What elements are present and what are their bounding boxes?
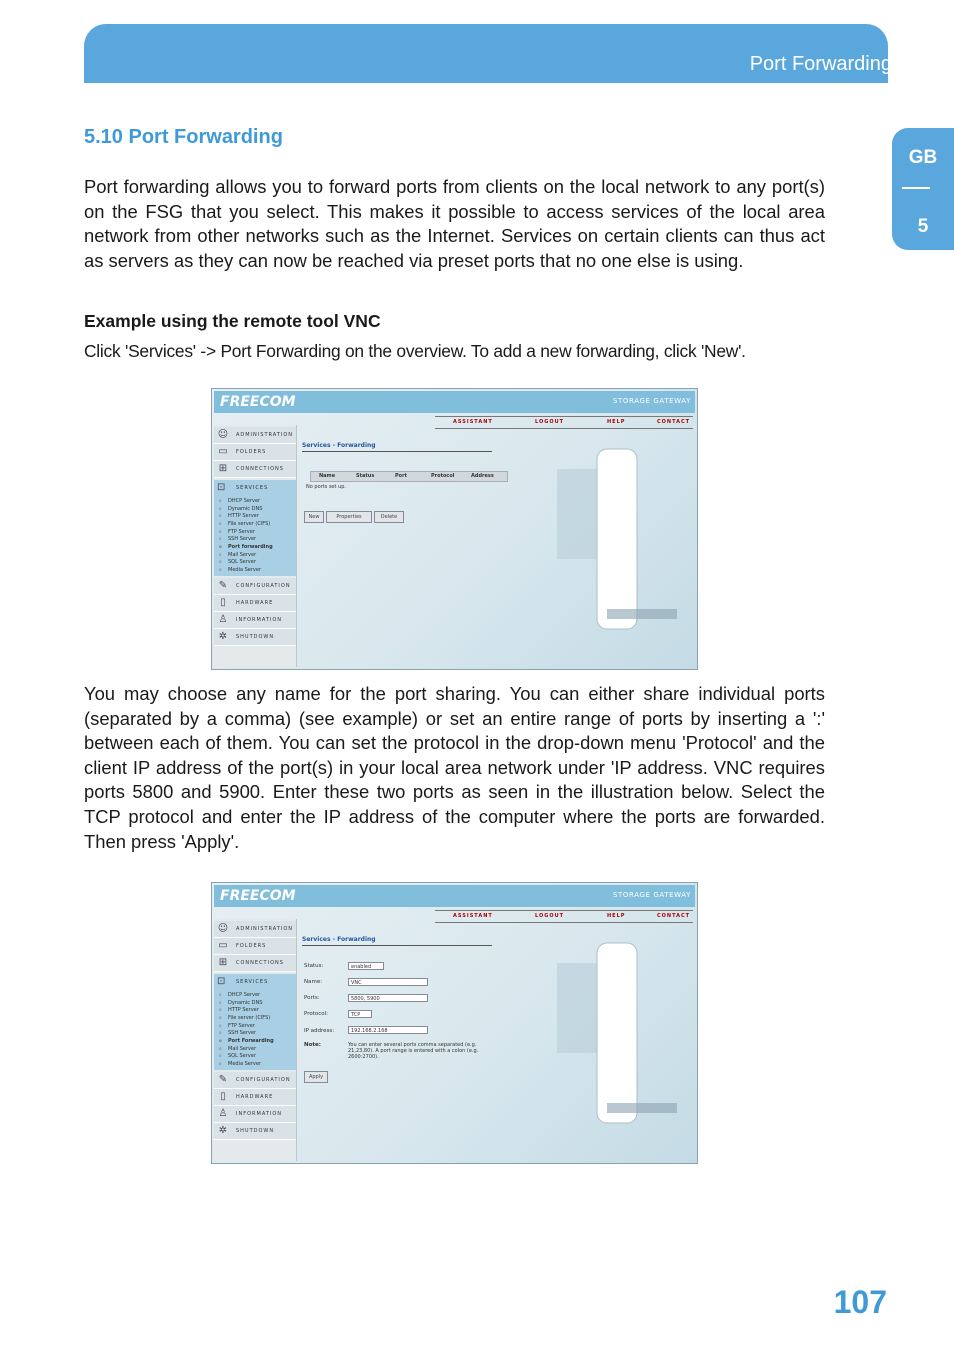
submenu-cifs[interactable]: o File server (CIFS) bbox=[228, 1015, 270, 1021]
nav-assistant[interactable]: ASSISTANT bbox=[453, 913, 493, 919]
menu-configuration[interactable]: ✎ CONFIGURATION bbox=[214, 1072, 296, 1089]
breadcrumb: Services - Forwarding bbox=[302, 936, 376, 943]
note-label: Note: bbox=[304, 1042, 321, 1048]
col-name: Name bbox=[319, 473, 336, 479]
wrench-icon: ✎ bbox=[218, 1074, 228, 1085]
product-name: STORAGE GATEWAY bbox=[613, 891, 691, 899]
ip-label: IP address: bbox=[304, 1028, 335, 1034]
status-select[interactable]: enabled bbox=[348, 962, 384, 970]
submenu-mail[interactable]: o Mail Server bbox=[228, 552, 256, 558]
submenu-media[interactable]: o Media Server bbox=[228, 1061, 261, 1067]
chapter-tab bbox=[892, 128, 954, 250]
details-paragraph: You may choose any name for the port sharing. You can either share individual ports (separated by a comma) (see example) or set an entire range of ports by inserting a ':' between each of them. You can set the protocol in the drop-down menu 'Protocol' and the client IP address of the port(s) in your local area network under 'IP address. VNC requires ports 5800 and 5900. Enter these two ports as seen in the illustration below. Select the TCP protocol and enter the IP address of the computer where the ports are forwarded. Then press 'Apply'. bbox=[84, 683, 825, 852]
services-icon: ⊡ bbox=[217, 976, 226, 987]
tab-divider bbox=[902, 187, 930, 189]
menu-connections[interactable]: ⊞ CONNECTIONS bbox=[214, 461, 296, 478]
empty-message: No ports set up. bbox=[306, 484, 346, 490]
protocol-label: Protocol: bbox=[304, 1011, 329, 1017]
services-icon: ⊡ bbox=[217, 482, 226, 493]
menu-administration[interactable]: ☺ ADMINISTRATION bbox=[214, 427, 296, 444]
shutdown-icon: ✲ bbox=[218, 631, 228, 642]
breadcrumb-rule bbox=[302, 945, 492, 946]
ip-input[interactable]: 192.168.2.168 bbox=[348, 1026, 428, 1034]
app-nav bbox=[435, 910, 693, 923]
freecom-logo: FREECOM bbox=[220, 888, 296, 904]
folder-icon: ▭ bbox=[218, 446, 228, 457]
submenu-port-forwarding[interactable]: o Port Forwarding bbox=[228, 1038, 274, 1044]
menu-folders[interactable]: ▭ FOLDERS bbox=[214, 938, 296, 955]
wrench-icon: ✎ bbox=[218, 580, 228, 591]
people-icon: ☺ bbox=[217, 429, 229, 440]
device-illustration bbox=[537, 429, 687, 639]
new-button[interactable]: New bbox=[304, 511, 324, 523]
language-label: GB bbox=[908, 147, 938, 168]
ports-label: Ports: bbox=[304, 995, 320, 1001]
submenu-ddns[interactable]: o Dynamic DNS bbox=[228, 506, 262, 512]
app-topbar bbox=[214, 391, 695, 413]
info-icon: ♙ bbox=[218, 614, 228, 625]
menu-information[interactable]: ♙ INFORMATION bbox=[214, 1106, 296, 1123]
apply-button[interactable]: Apply bbox=[304, 1071, 328, 1083]
product-name: STORAGE GATEWAY bbox=[613, 397, 691, 405]
network-icon: ⊞ bbox=[218, 957, 228, 968]
status-label: Status: bbox=[304, 963, 324, 969]
nav-contact[interactable]: CONTACT bbox=[657, 419, 691, 425]
breadcrumb-rule bbox=[302, 451, 492, 452]
menu-services[interactable]: ⊡ SERVICES o DHCP Server o Dynamic DNS o HTTP Server o File server (CIFS) o FTP Server o SSH Server o Port Forwarding o Mail Server o SQL Server o Media Server bbox=[214, 974, 296, 1070]
device-illustration bbox=[537, 923, 687, 1133]
info-icon: ♙ bbox=[218, 1108, 228, 1119]
menu-configuration[interactable]: ✎ CONFIGURATION bbox=[214, 578, 296, 595]
col-address: Address bbox=[471, 473, 494, 479]
col-status: Status bbox=[356, 473, 375, 479]
submenu-http[interactable]: o HTTP Server bbox=[228, 1007, 259, 1013]
delete-button[interactable]: Delete bbox=[374, 511, 404, 523]
screenshot-forwarding-form bbox=[211, 882, 698, 1164]
app-topbar bbox=[214, 885, 695, 907]
submenu-cifs[interactable]: o File server (CIFS) bbox=[228, 521, 270, 527]
section-title: 5.10 Port Forwarding bbox=[84, 126, 283, 148]
submenu-media[interactable]: o Media Server bbox=[228, 567, 261, 573]
submenu-mail[interactable]: o Mail Server bbox=[228, 1046, 256, 1052]
menu-administration[interactable]: ☺ ADMINISTRATION bbox=[214, 921, 296, 938]
submenu-sql[interactable]: o SQL Server bbox=[228, 1053, 256, 1059]
menu-folders[interactable]: ▭ FOLDERS bbox=[214, 444, 296, 461]
example-heading: Example using the remote tool VNC bbox=[84, 311, 381, 331]
page-number: 107 bbox=[833, 1284, 887, 1320]
example-instructions: Click 'Services' -> Port Forwarding on the overview. To add a new forwarding, click 'New'. bbox=[84, 341, 746, 361]
nav-contact[interactable]: CONTACT bbox=[657, 913, 691, 919]
name-label: Name: bbox=[304, 979, 323, 985]
note-text: You can enter several ports comma separated (e.g. 21,23,80). A port range is entered with a colon (e.g. 2600:2700). bbox=[348, 1042, 479, 1060]
name-input[interactable]: VNC bbox=[348, 978, 428, 986]
submenu-ddns[interactable]: o Dynamic DNS bbox=[228, 1000, 262, 1006]
app-nav bbox=[435, 416, 693, 429]
nav-help[interactable]: HELP bbox=[607, 419, 626, 425]
chapter-number: 5 bbox=[917, 216, 929, 237]
app-sidebar bbox=[214, 919, 297, 1161]
menu-hardware[interactable]: ▯ HARDWARE bbox=[214, 595, 296, 612]
hardware-icon: ▯ bbox=[220, 1091, 226, 1102]
nav-logout[interactable]: LOGOUT bbox=[535, 913, 565, 919]
submenu-ssh[interactable]: o SSH Server bbox=[228, 1030, 256, 1036]
shutdown-icon: ✲ bbox=[218, 1125, 228, 1136]
nav-logout[interactable]: LOGOUT bbox=[535, 419, 565, 425]
submenu-port-forwarding[interactable]: o Port forwarding bbox=[228, 544, 273, 550]
intro-paragraph: Port forwarding allows you to forward ports from clients on the local network to any port(s) on the FSG that you select. This makes it possible to access services of the local area network from other networks such as the Internet. Services on certain clients can thus act as servers as they can now be reached via preset ports that no one else is using. bbox=[84, 176, 825, 271]
submenu-dhcp[interactable]: o DHCP Server bbox=[228, 992, 260, 998]
app-sidebar bbox=[214, 425, 297, 667]
nav-help[interactable]: HELP bbox=[607, 913, 626, 919]
submenu-ftp[interactable]: o FTP Server bbox=[228, 1023, 255, 1029]
header-title: Port Forwarding bbox=[749, 53, 892, 75]
menu-hardware[interactable]: ▯ HARDWARE bbox=[214, 1089, 296, 1106]
submenu-ssh[interactable]: o SSH Server bbox=[228, 536, 256, 542]
forwarding-table-header bbox=[310, 471, 508, 482]
network-icon: ⊞ bbox=[218, 463, 228, 474]
menu-services[interactable]: ⊡ SERVICES o DHCP Server o Dynamic DNS o HTTP Server o File server (CIFS) o FTP Server o SSH Server o Port forwarding o Mail Server o SQL Server o Media Server bbox=[214, 480, 296, 576]
col-port: Port bbox=[395, 473, 407, 479]
screenshot-forwarding-list bbox=[211, 388, 698, 670]
menu-information[interactable]: ♙ INFORMATION bbox=[214, 612, 296, 629]
ports-input[interactable]: 5800, 5900 bbox=[348, 994, 428, 1002]
menu-connections[interactable]: ⊞ CONNECTIONS bbox=[214, 955, 296, 972]
submenu-dhcp[interactable]: o DHCP Server bbox=[228, 498, 260, 504]
people-icon: ☺ bbox=[217, 923, 229, 934]
submenu-ftp[interactable]: o FTP Server bbox=[228, 529, 255, 535]
protocol-select[interactable]: TCP bbox=[348, 1010, 372, 1018]
menu-shutdown[interactable]: ✲ SHUTDOWN bbox=[214, 1123, 296, 1140]
properties-button[interactable]: Properties bbox=[326, 511, 372, 523]
submenu-sql[interactable]: o SQL Server bbox=[228, 559, 256, 565]
breadcrumb: Services - Forwarding bbox=[302, 442, 376, 449]
hardware-icon: ▯ bbox=[220, 597, 226, 608]
folder-icon: ▭ bbox=[218, 940, 228, 951]
nav-assistant[interactable]: ASSISTANT bbox=[453, 419, 493, 425]
freecom-logo: FREECOM bbox=[220, 394, 296, 410]
menu-shutdown[interactable]: ✲ SHUTDOWN bbox=[214, 629, 296, 646]
submenu-http[interactable]: o HTTP Server bbox=[228, 513, 259, 519]
col-protocol: Protocol bbox=[431, 473, 455, 479]
